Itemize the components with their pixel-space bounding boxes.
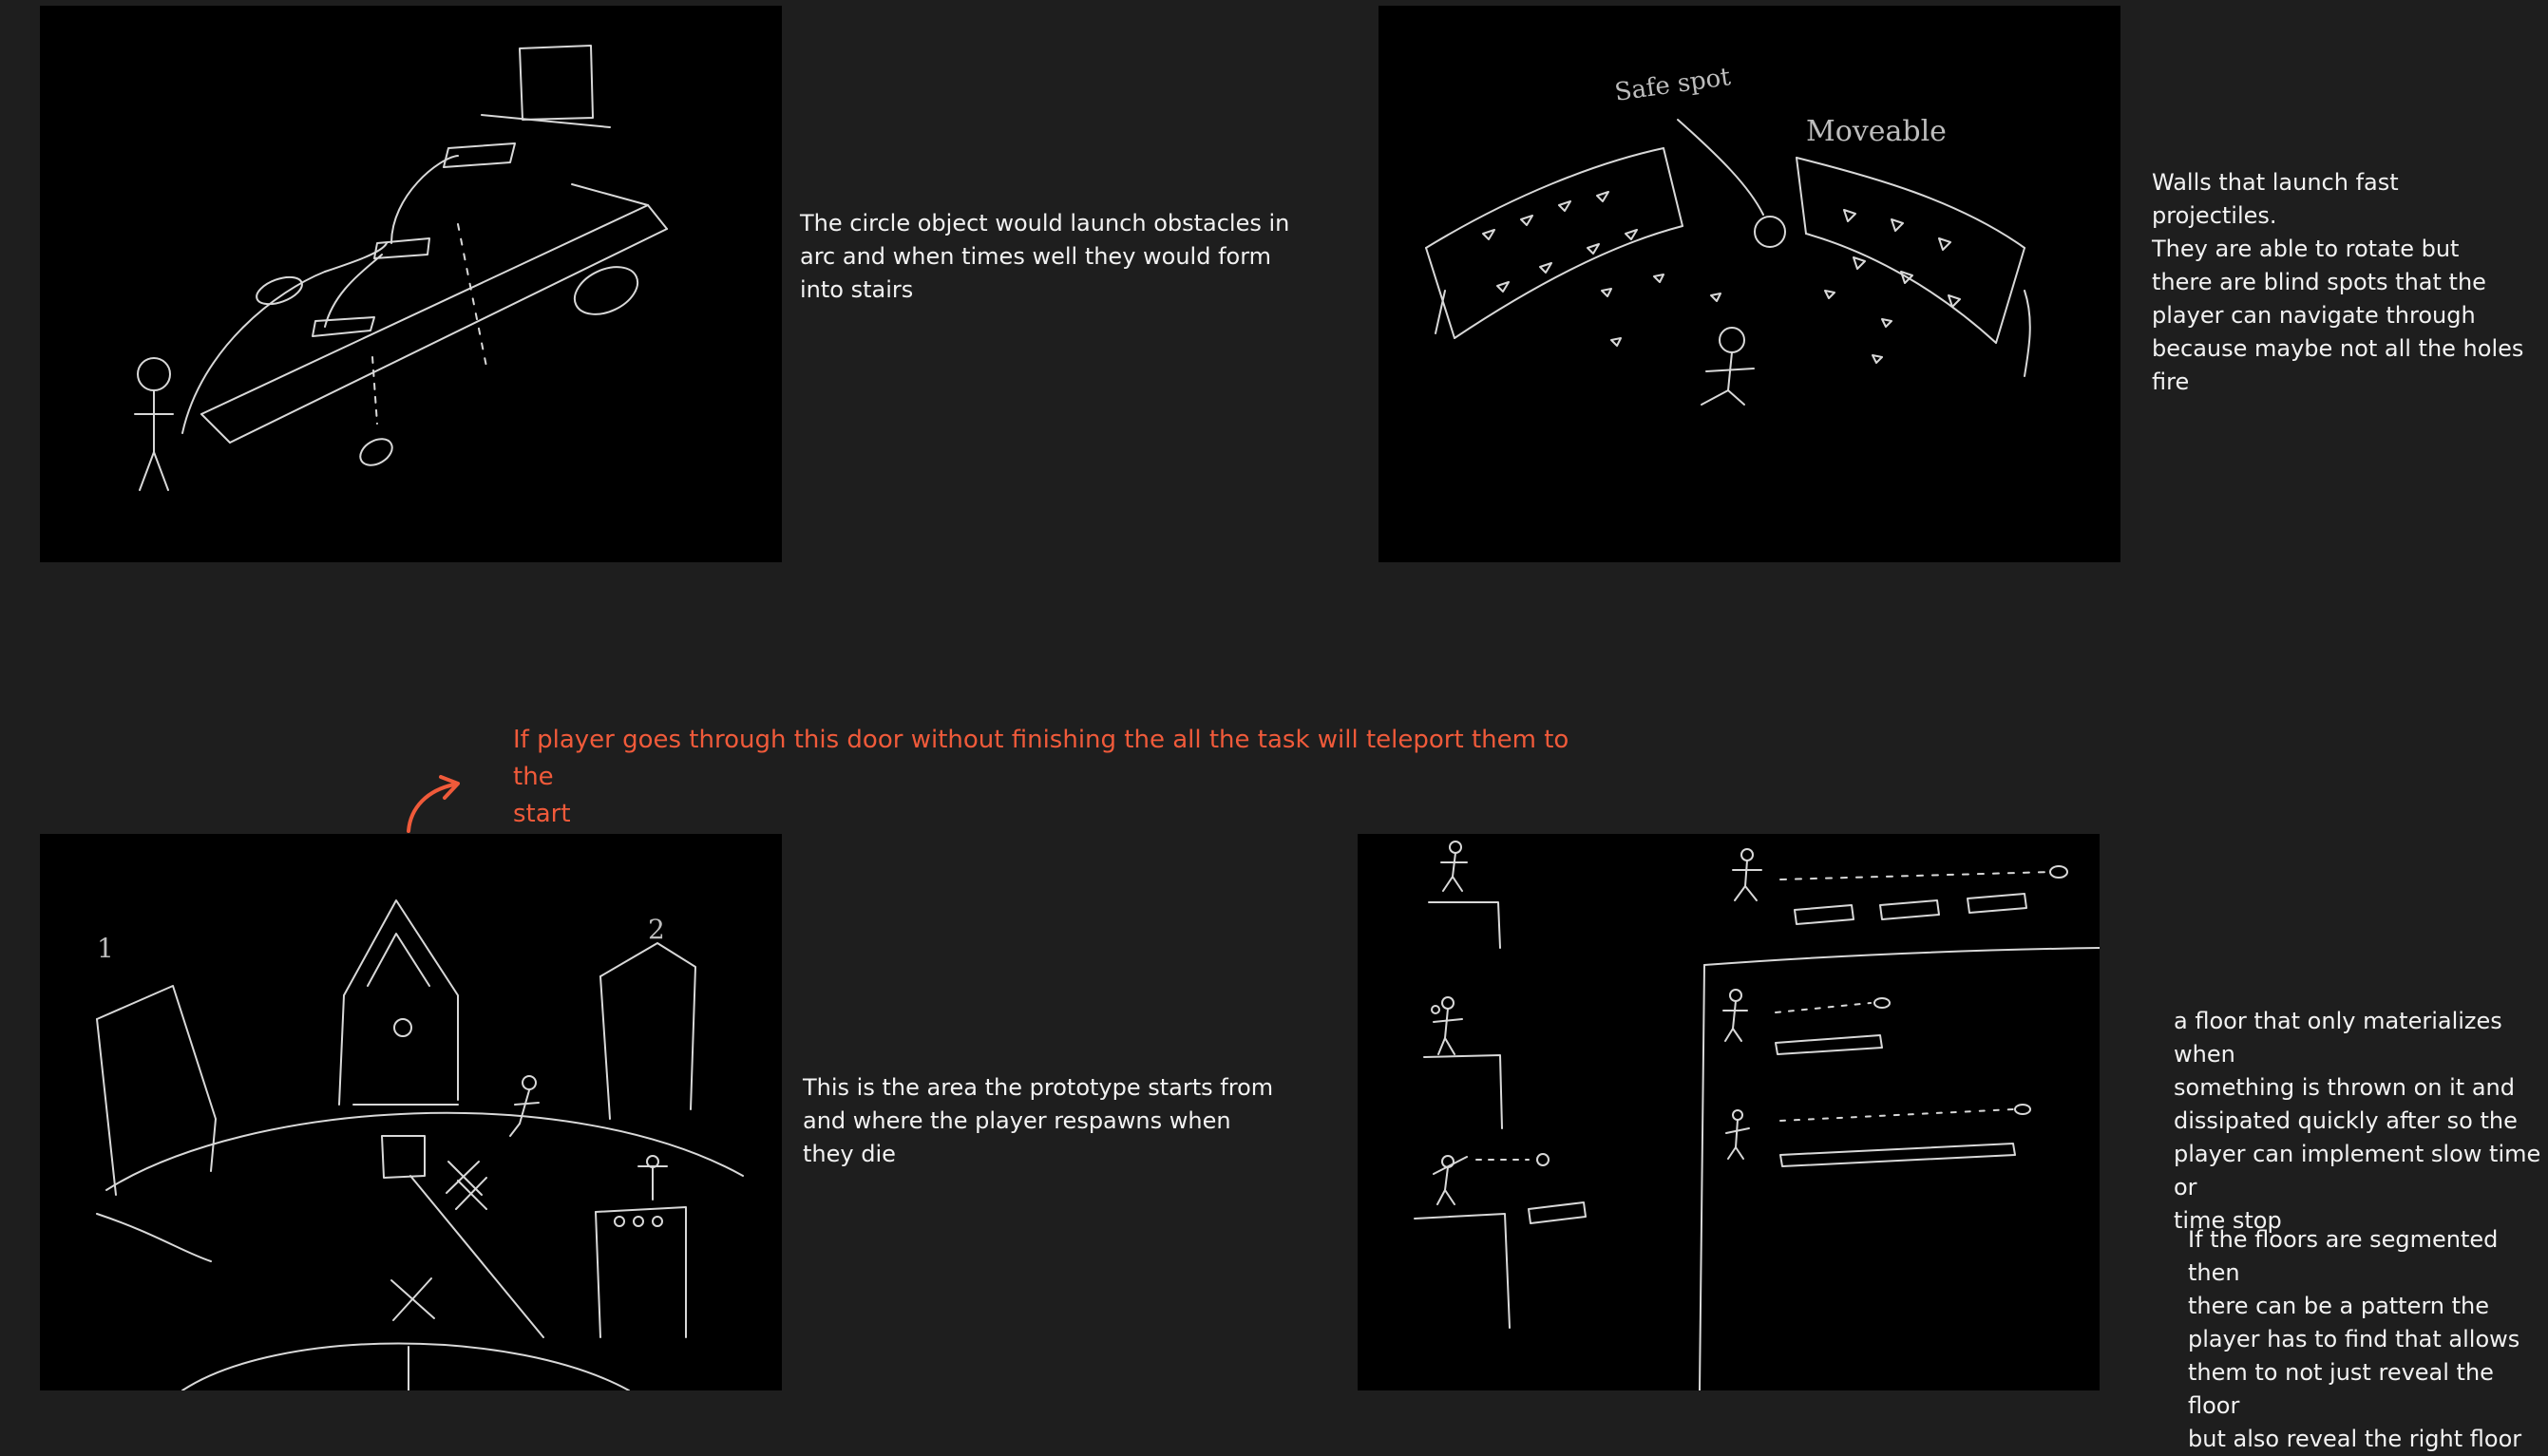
sketch-board-floors [1358,834,2100,1390]
safe-spot-label: Safe spot [1612,63,1733,107]
start-area-sketch-drawing [40,834,782,1390]
sketch-board-walls [1379,6,2120,562]
annotation-arrow-icon [399,769,475,836]
door-number-2: 2 [648,914,665,945]
stairs-sketch-drawing [40,6,782,562]
moveable-label: Moveable [1806,115,1947,148]
sketch-board-stairs [40,6,782,562]
start-area-note: This is the area the prototype starts from and where the player respawns when they die [803,1074,1274,1167]
door-warning-annotation: If player goes through this door without finishing the all the task will teleport them to the start [513,726,1569,828]
floors-note-segmented: If the floors are segmented then there can be a pattern the player has to find that allows them to not just reveal the floor but also reveal the right floor [2188,1226,2522,1452]
stairs-note: The circle object would launch obstacles in arc and when times well they would form into stairs [800,210,1290,303]
walls-note: Walls that launch fast projectiles. They are able to rotate but there are blind spots that the player can navigate through because maybe not all the holes fire [2152,169,2524,395]
floors-note-materialize: a floor that only materializes when something is thrown on it and dissipated quickly after so the player can implement slow time or time stop [2174,1008,2541,1234]
floors-sketch-drawing [1358,834,2100,1390]
door-number-1: 1 [97,933,114,964]
sketch-board-start-area [40,834,782,1390]
walls-sketch-drawing [1379,6,2120,562]
